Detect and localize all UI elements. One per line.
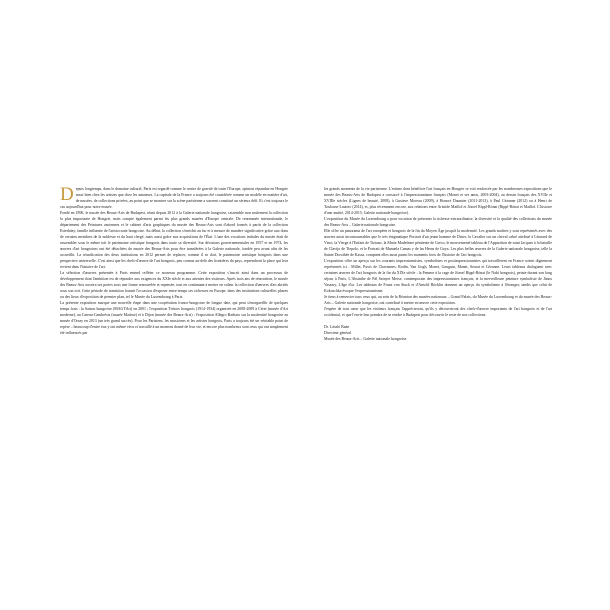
drop-cap: D xyxy=(60,184,74,205)
paragraph-4: La présente exposition marque une nouvelle étape dans une coopération franco-hongroise de longue date, qui peut s'enorgueillir de quelques temps forts : la Saison hongroise (MAGYArt) en 2001 ; l'exposition Trésors hongrois (1914-1934) organisée en 2008-2009 à Céret (musée d'Art moderne), au Cateau-Cambrésis (musée Matisse) et à Dijon (musée des Beaux-Arts) ; l'exposition Allegro Barbaro sur la modernité hongroise au musée d'Orsay en 2013 (un très grand succès). Pour les Parisiens, les musiciens et les artistes hongrois, Paris a toujours été un véritable point de repère – beaucoup d'entre eux y ont même vécu et travaillé à un moment donné de leur vie, et encore plus nombreux sont ceux qui ont simplement été influencés par xyxy=(60,301,288,335)
signature-block xyxy=(324,324,552,343)
right-text-column xyxy=(324,186,552,343)
left-text-column xyxy=(60,186,288,336)
paragraph-5: les grands moments de la vie parisienne. L'estime dont bénéficie l'art français en Hongrie se voit renforcée par les nombreuses expositions que le musée des Beaux-Arts de Budapest a consacré à l'impressionnisme français (Monet et ses amis, 2003-2004), au dessin français des XVIIe et XVIIIe siècles (Lignes de beauté, 2008), à Gustave Moreau (2009), à Honoré Daumier (2011-2013), à Paul Cézanne (2012) ou à Henri de Toulouse-Lautrec (2014), et, plus récemment encore, aux relations entre Aristide Maillol et József Rippl-Rónai (Rippl-Rónai et Maillol. L'histoire d'une amitié, 2014-2015, Galerie nationale hongroise). xyxy=(324,187,552,215)
paragraph-1 xyxy=(60,186,288,210)
paragraph-9: Je tiens à remercier tous ceux qui, au sein de la Réunion des musées nationaux – Grand Palais, du Musée du Luxembourg et du musée des Beaux-Arts – Galerie nationale hongroise, ont contribué à mettre en œuvre cette exposition. xyxy=(324,295,552,305)
paragraph-7: Elle offre un panorama de l'art européen et hongrois de la fin du Moyen Âge jusqu'à la modernité. Les grands maîtres y sont représentés avec des œuvres aussi incontournables que le très énigmatique Portrait d'un jeune homme de Dürer, la Cavalier sur un cheval cabré attribué à Léonard de Vinci, la Vierge à l'Enfant de Tiziano, la Marie Madeleine pénitente de Greco, le mouvementé tableau de l'Apparition de saint Jacques à la bataille de Clavijo de Tiepolo, et le Portrait de Manuela Camas y de las Heras de Goya. Les plus belles œuvres de la Galerie nationale hongroise, telle la Sainte Dorothée de Kassa, comptent elles aussi parmi les moments forts de l'histoire de l'art hongrois. xyxy=(324,229,552,257)
paragraph-2: Fondé en 1896, le musée des Beaux-Arts de Budapest, réuni depuis 2012 à la Galerie nationale hongroise, rassemble non seulement la collection la plus importante de Hongrie, mais compte également parmi les plus grands musées d'Europe centrale. De renommée internationale, le département des Peintures anciennes et le cabinet d'arts graphiques du musée des Beaux-Arts sont d'abord formés à partir de la collection Esterházy, famille influente de l'aristocratie hongroise. Au début, la collection s'enrichit au fur et à mesure de manière significative grâce aux dons de certains membres de la noblesse et du haut clergé, mais aussi grâce aux acquisitions de l'État. L'une des vocations initiales du musée était de rassembler sous le même toit le patrimoine artistique hongrois dans toute sa diversité. Sur décisions gouvernementales en 1957 et en 1974, les œuvres d'art hongroises ont été détachées du musée des Beaux-Arts pour être transférées à la Galerie nationale, fondée peu avant afin de les accueillir. La réunification des deux institutions en 2012 permet de replacer, comme il se doit, le patrimoine artistique hongrois dans une perspective universelle. C'est ainsi que les chefs-d'œuvre de l'art hongrois, peu connus au-delà des frontières du pays, reprendront la place qui leur revient dans l'histoire de l'art. xyxy=(60,211,288,269)
signatory-institution: Musée des Beaux-Arts – Galerie nationale hongroise xyxy=(324,337,407,342)
paragraph-8: L'exposition offre un aperçu sur les courants impressionnistes, symbolistes et postimpressionnistes qui travaillèrent en France soient dignement représentés ici : Millet, Puvis de Chavannes, Rodin, Van Gogh, Monet, Gauguin, Manet, Seurat et Cézanne. Leurs tableaux dialoguent avec certaines œuvres de l'art hongrois de la fin du XIXe siècle : la Femme à la cage de József Rippl-Rónai (le Nabi hongrois), peinte durant son long séjour à Paris, L'Absinthe de Pál Szinyei Merse, contemporain des impressionnistes français, et la merveilleuse peinture symboliste de János Vaszary, L'âge d'or. Les tableaux de Franz von Stuck et d'Arnold Böcklin donnent un aperçu du symbolisme à l'étranger, tandis que celui de Kokoschka évoque l'expressionnisme. xyxy=(324,259,552,293)
paragraph-3: La sélection d'œuvres présentée à Paris entend refléter ce nouveau programme. Cette exposition s'inscrit ainsi dans un processus de développement dont l'ambition est de répondre aux exigences du XXIe siècle et aux attentes des visiteurs. Après trois ans de rénovation, le musée des Beaux-Arts ouvrira ses portes sous une forme renouvelée et repensée, tout en continuant à mettre en valeur la collection d'œuvres d'art abrités sous son toit. Cette période de transition fournit l'occasion d'exposer entre-temps ses richesses en Europe, dans des institutions culturelles phares ou des lieux d'exposition de premier plan, tel le Musée du Luxembourg à Paris. xyxy=(60,271,288,299)
signatory-name: Dr. László Baán xyxy=(324,325,350,329)
signatory-title: Directeur général xyxy=(324,331,352,336)
paragraph-6: L'exposition du Musée du Luxembourg a pour vocation de présenter la richesse extraordinaire, la diversité et la qualité des collections du musée des Beaux-Arts – Galerie nationale hongroise. xyxy=(324,217,552,227)
paragraph-10: J'espère de tout cœur que les visiteurs français l'apprécieront, qu'ils y découvriront des chefs-d'œuvre importants de l'art hongrois et de l'art occidental, et que l'envie leur prendra de se rendre à Budapest pour découvrir le reste de nos collections. xyxy=(324,307,552,317)
paragraph-1-text: epuis longtemps, dans le domaine culturel, Paris est regardé comme le centre de gravité de toute l'Europe, opinion répandue en Hongrie aussi bien chez les artistes que chez les amateurs. La capitale de la France a toujours été considérée comme un modèle en matière d'art, de musées, de collections privées, au point que se montrer sur la scène parisienne a souvent constitué un sérieux défi. Et c'est toujours le cas aujourd'hui pour notre musée. xyxy=(60,187,288,209)
